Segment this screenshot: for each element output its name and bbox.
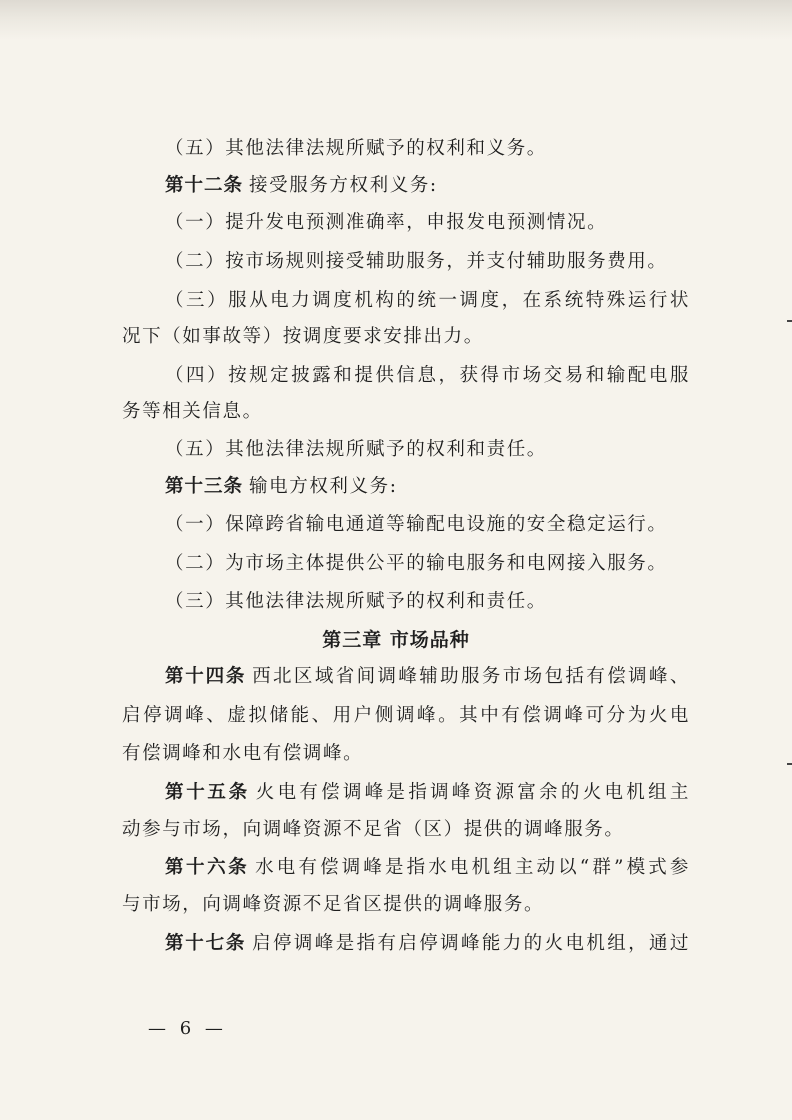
item-12-4-cont: 务等相关信息。 bbox=[122, 401, 263, 422]
item-12-2: （二）按市场规则接受辅助服务，并支付辅助服务费用。 bbox=[165, 251, 668, 272]
article-17-label: 第十七条 bbox=[165, 933, 247, 954]
article-16-text: 水电有偿调峰是指水电机组主动以“群”模式参 bbox=[255, 857, 690, 878]
scan-edge-mark bbox=[787, 320, 792, 322]
article-13 bbox=[165, 475, 690, 499]
page-number: — 6 — bbox=[148, 1018, 227, 1039]
chapter-title: 第三章 市场品种 bbox=[322, 629, 470, 651]
article-14-text: 西北区域省间调峰辅助服务市场包括有偿调峰、 bbox=[252, 666, 690, 687]
article-14-cont-2: 有偿调峰和水电有偿调峰。 bbox=[122, 743, 364, 764]
article-14-cont-1: 启停调峰、虚拟储能、用户侧调峰。其中有偿调峰可分为火电 bbox=[122, 705, 690, 726]
item-12-3-cont: 况下（如事故等）按调度要求安排出力。 bbox=[122, 326, 484, 347]
article-13-label: 第十三条 bbox=[165, 476, 244, 497]
article-17-text: 启停调峰是指有启停调峰能力的火电机组，通过 bbox=[252, 933, 690, 954]
item-13-3: （三）其他法律法规所赋予的权利和责任。 bbox=[165, 591, 547, 612]
article-15-text: 火电有偿调峰是指调峰资源富余的火电机组主 bbox=[255, 782, 690, 803]
item-12-3: （三）服从电力调度机构的统一调度，在系统特殊运行状 bbox=[165, 290, 690, 311]
scan-edge-mark bbox=[787, 763, 792, 765]
article-14 bbox=[165, 665, 690, 689]
article-16-cont: 与市场，向调峰资源不足省区提供的调峰服务。 bbox=[122, 894, 545, 915]
article-17 bbox=[165, 932, 690, 956]
article-14-label: 第十四条 bbox=[165, 666, 247, 687]
article-12 bbox=[165, 174, 690, 198]
article-15-cont: 动参与市场，向调峰资源不足省（区）提供的调峰服务。 bbox=[122, 819, 625, 840]
item-12-5: （五）其他法律法规所赋予的权利和责任。 bbox=[165, 439, 547, 460]
item-13-1: （一）保障跨省输电通道等输配电设施的安全稳定运行。 bbox=[165, 514, 668, 535]
article-13-text: 输电方权利义务: bbox=[249, 476, 398, 497]
article-15-label: 第十五条 bbox=[165, 782, 250, 803]
article-12-label: 第十二条 bbox=[165, 175, 244, 196]
item-12-1: （一）提升发电预测准确率，申报发电预测情况。 bbox=[165, 212, 608, 233]
item-12-4: （四）按规定披露和提供信息，获得市场交易和输配电服 bbox=[165, 365, 690, 386]
item-rights-5: （五）其他法律法规所赋予的权利和义务。 bbox=[165, 138, 547, 159]
item-13-2: （二）为市场主体提供公平的输电服务和电网接入服务。 bbox=[165, 553, 668, 574]
article-16 bbox=[165, 856, 690, 880]
article-16-label: 第十六条 bbox=[165, 857, 250, 878]
article-12-text: 接受服务方权利义务: bbox=[249, 175, 438, 196]
article-15 bbox=[165, 781, 690, 805]
